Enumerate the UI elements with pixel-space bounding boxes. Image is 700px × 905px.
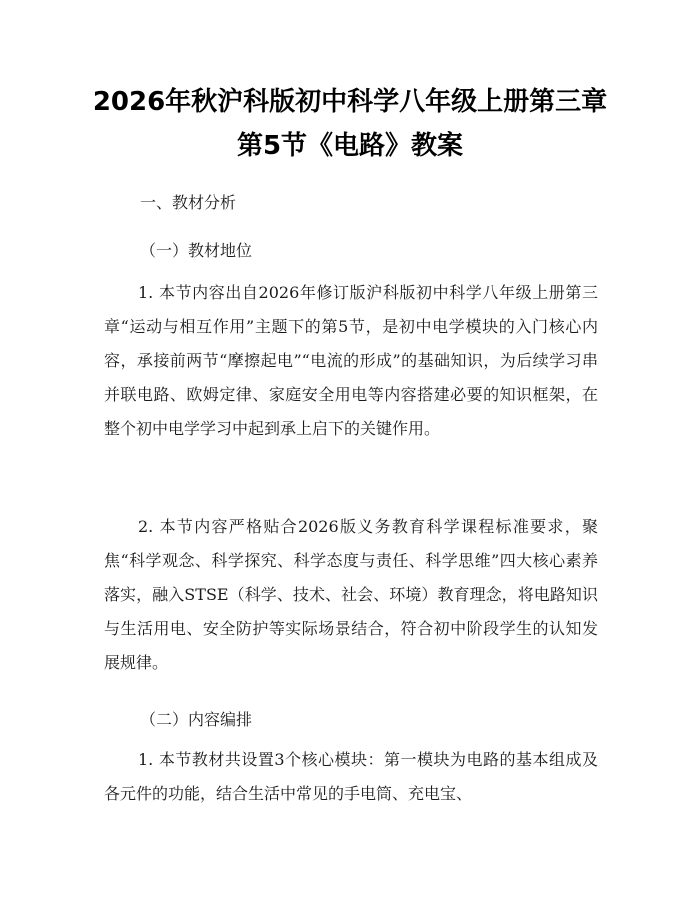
document-title-line-1: 2026年秋沪科版初中科学八年级上册第三章 [92,87,608,117]
subsection-heading-content-arrangement: （二）内容编排 [140,710,253,729]
paragraph-1: 1. 本节内容出自2026年修订版沪科版初中科学八年级上册第三章“运动与相互作用”主题下的第5节，是初中电学模块的入门核心内容，承接前两节“摩擦起电”“电流的形成”的基础知识，为后续学习串并联电路、欧姆定律、家庭安全用电等内容搭建必要的知识框架，在整个初中电学学习中起到承上启下的关键作用。 [104,283,598,438]
paragraph-3: 1. 本节教材共设置3个核心模块：第一模块为电路的基本组成及各元件的功能，结合生活中常见的手电筒、充电宝、 [104,750,598,803]
subsection-heading-textbook-status: （一）教材地位 [140,241,253,260]
paragraph-2: 2. 本节内容严格贴合2026版义务教育科学课程标准要求，聚焦“科学观念、科学探究、科学态度与责任、科学思维”四大核心素养落实，融入STSE（科学、技术、社会、环境）教育理念，将电路知识与生活用电、安全防护等实际场景结合，符合初中阶段学生的认知发展规律。 [104,517,598,672]
document-title-line-2: 第5节《电路》教案 [236,131,464,161]
section-heading-textbook-analysis: 一、教材分析 [140,193,237,212]
